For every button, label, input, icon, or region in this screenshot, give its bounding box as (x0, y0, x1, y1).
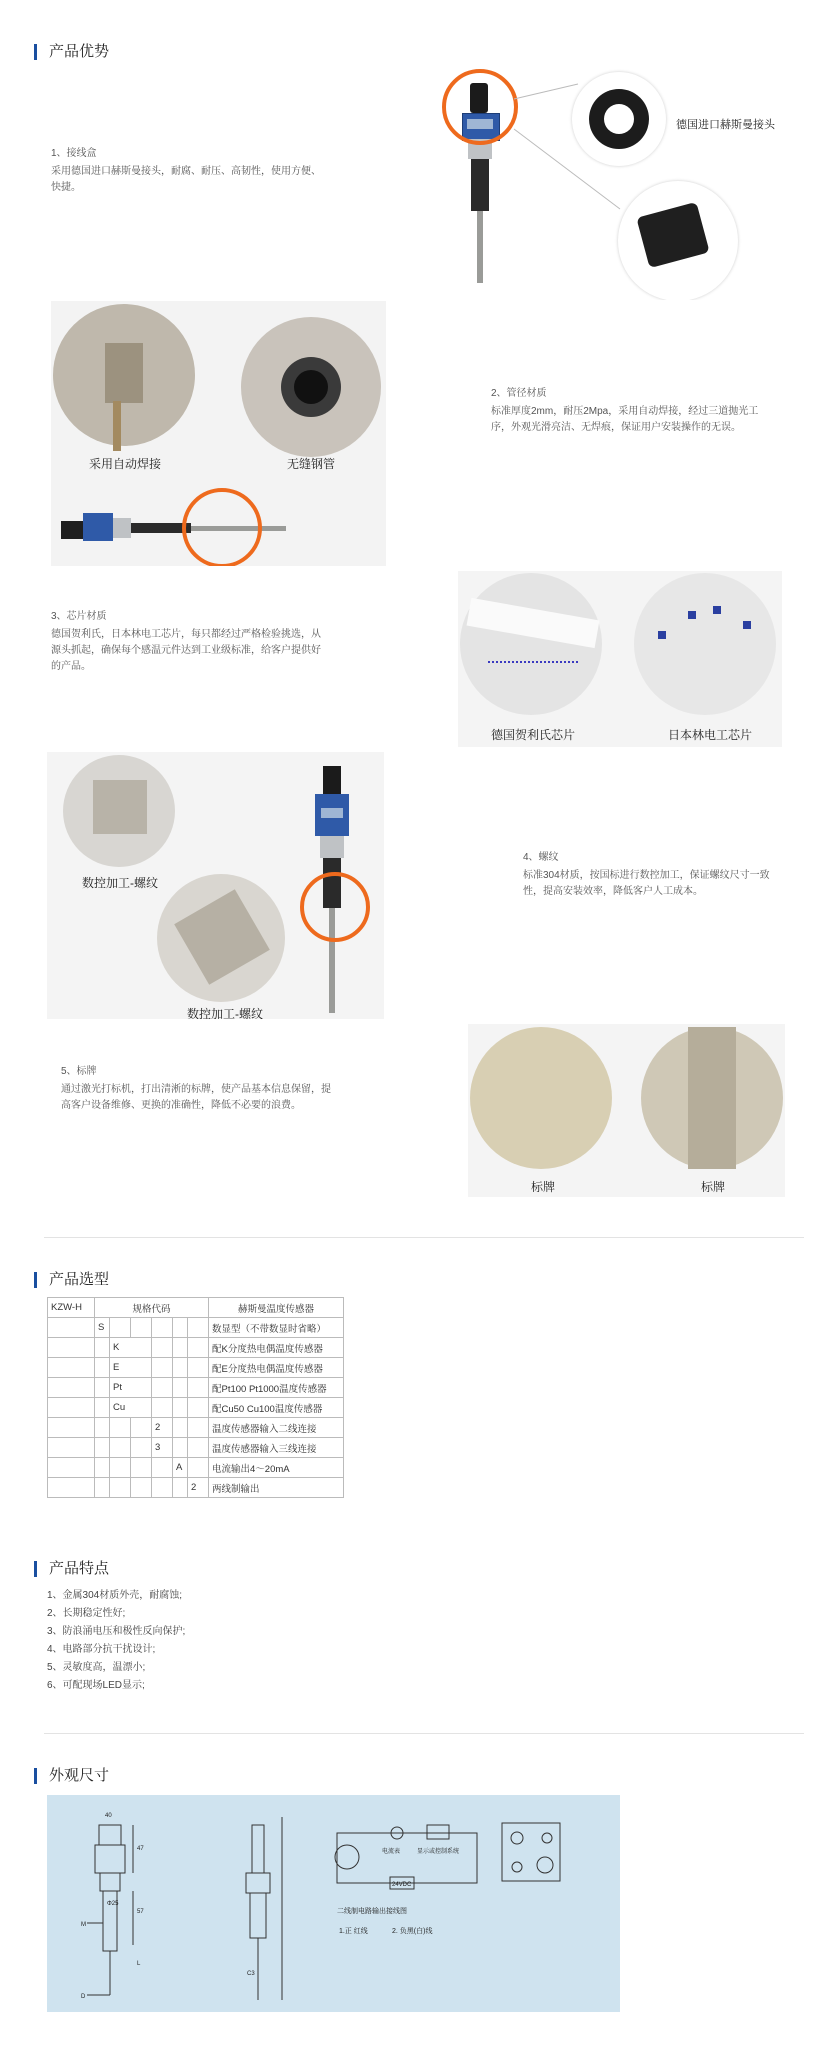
caption-heraeus-chip: 德国贺利氏芯片 (491, 728, 576, 742)
table-row: Pt 配Pt100 Pt1000温度传感器 (48, 1378, 344, 1398)
advantage-3-body: 德国贺利氏，日本林电工芯片，每只都经过严格检验挑选，从源头抓起，确保每个感温元件达到工业级标准，给客户提供好的产品。 (51, 629, 321, 672)
section-title-features: 产品特点 (34, 1561, 109, 1577)
section-title-dimensions: 外观尺寸 (34, 1768, 109, 1784)
selection-table (47, 1297, 344, 1498)
caption-seamless-pipe: 无缝钢管 (287, 457, 336, 471)
wiring-note-2: 2. 负黑(白)线 (392, 1928, 433, 1935)
advantage-3-text (51, 609, 321, 675)
advantage-5-heading: 5、标牌 (61, 1066, 97, 1077)
advantage-2-text (491, 386, 771, 436)
label-d25: Φ25 (107, 1901, 119, 1907)
advantage-4-body: 标准304材质，按国标进行数控加工，保证螺纹尺寸一致性，提高安装效率，降低客户人工成本。 (523, 870, 770, 897)
advantage-2-heading: 2、管径材质 (491, 388, 547, 399)
label-D: D (81, 1994, 86, 2000)
chip-material-image (458, 571, 782, 747)
divider-1 (44, 1237, 804, 1238)
table-row: 2 温度传感器输入二线连接 (48, 1418, 344, 1438)
table-header-spec: 规格代码 (95, 1298, 209, 1318)
dimension-diagram (47, 1795, 620, 2012)
table-header-desc: 赫斯曼温度传感器 (209, 1298, 344, 1318)
table-row: E 配E分度热电偶温度传感器 (48, 1358, 344, 1378)
caption-cnc-thread-top: 数控加工-螺纹 (82, 876, 158, 890)
label-M: M (81, 1922, 86, 1928)
hirschmann-connector-image (440, 69, 790, 300)
thread-image (47, 752, 384, 1019)
list-item: 2、长期稳定性好; (47, 1608, 126, 1619)
label-d40: 40 (105, 1813, 112, 1819)
label-L: L (137, 1961, 141, 1967)
caption-hirschmann: 德国进口赫斯曼接头 (676, 119, 775, 131)
advantage-5-text (61, 1064, 331, 1114)
dimension-drawing (47, 1795, 620, 2012)
features-list (47, 1587, 185, 1695)
welding-pipe-image (51, 301, 386, 566)
nameplate-image (468, 1024, 785, 1197)
table-row: A 电流输出4～20mA (48, 1458, 344, 1478)
caption-nameplate-left: 标牌 (531, 1180, 556, 1194)
divider-2 (44, 1733, 804, 1734)
label-C3: C3 (247, 1971, 255, 1977)
section-title-advantages: 产品优势 (34, 44, 109, 60)
table-row: S 数显型（不带数显时省略） (48, 1318, 344, 1338)
advantage-5-body: 通过激光打标机，打出清淅的标牌，使产品基本信息保留，提高客户设备维修、更换的准确性，降低不必要的浪费。 (61, 1084, 331, 1111)
wiring-note-1: 1.正 红线 (339, 1928, 368, 1935)
list-item: 6、可配现场LED显示; (47, 1680, 145, 1691)
advantage-2-body: 标准厚度2mm，耐压2Mpa，采用自动焊接，经过三道抛光工序，外观光滑亮洁、无焊痕，保证用户安装操作的无误。 (491, 406, 759, 433)
label-24vdc: 24VDC (392, 1882, 412, 1888)
advantage-4-heading: 4、螺纹 (523, 852, 559, 863)
list-item: 1、金属304材质外壳，耐腐蚀; (47, 1590, 183, 1601)
label-supply: 电流表 (382, 1849, 401, 1855)
table-row: K 配K分度热电偶温度传感器 (48, 1338, 344, 1358)
caption-nameplate-right: 标牌 (701, 1180, 726, 1194)
label-l47: 47 (137, 1846, 144, 1852)
wiring-title: 二线制电路输出接线图 (337, 1908, 407, 1915)
caption-hayashi-chip: 日本林电工芯片 (668, 728, 753, 742)
caption-auto-welding: 采用自动焊接 (89, 457, 162, 471)
advantage-1-text (51, 146, 321, 196)
table-header-row (48, 1298, 344, 1318)
table-row: Cu 配Cu50 Cu100温度传感器 (48, 1398, 344, 1418)
list-item: 3、防浪涌电压和极性反向保护; (47, 1626, 186, 1637)
table-header-model: KZW-H (48, 1298, 95, 1318)
advantage-3-heading: 3、芯片材质 (51, 611, 107, 622)
advantage-1-heading: 1、接线盒 (51, 148, 97, 159)
advantage-4-text (523, 850, 783, 900)
label-receiver: 显示或控制系统 (417, 1849, 460, 1855)
list-item: 5、灵敏度高，温漂小; (47, 1662, 146, 1673)
list-item: 4、电路部分抗干扰设计; (47, 1644, 156, 1655)
advantage-1-body: 采用德国进口赫斯曼接头，耐腐、耐压、高韧性，使用方便、快捷。 (51, 166, 321, 193)
section-title-selection: 产品选型 (34, 1272, 109, 1288)
label-l57: 57 (137, 1909, 144, 1915)
table-row: 2 两线制输出 (48, 1478, 344, 1498)
table-row: 3 温度传感器输入三线连接 (48, 1438, 344, 1458)
caption-cnc-thread-bottom: 数控加工-螺纹 (187, 1007, 263, 1019)
